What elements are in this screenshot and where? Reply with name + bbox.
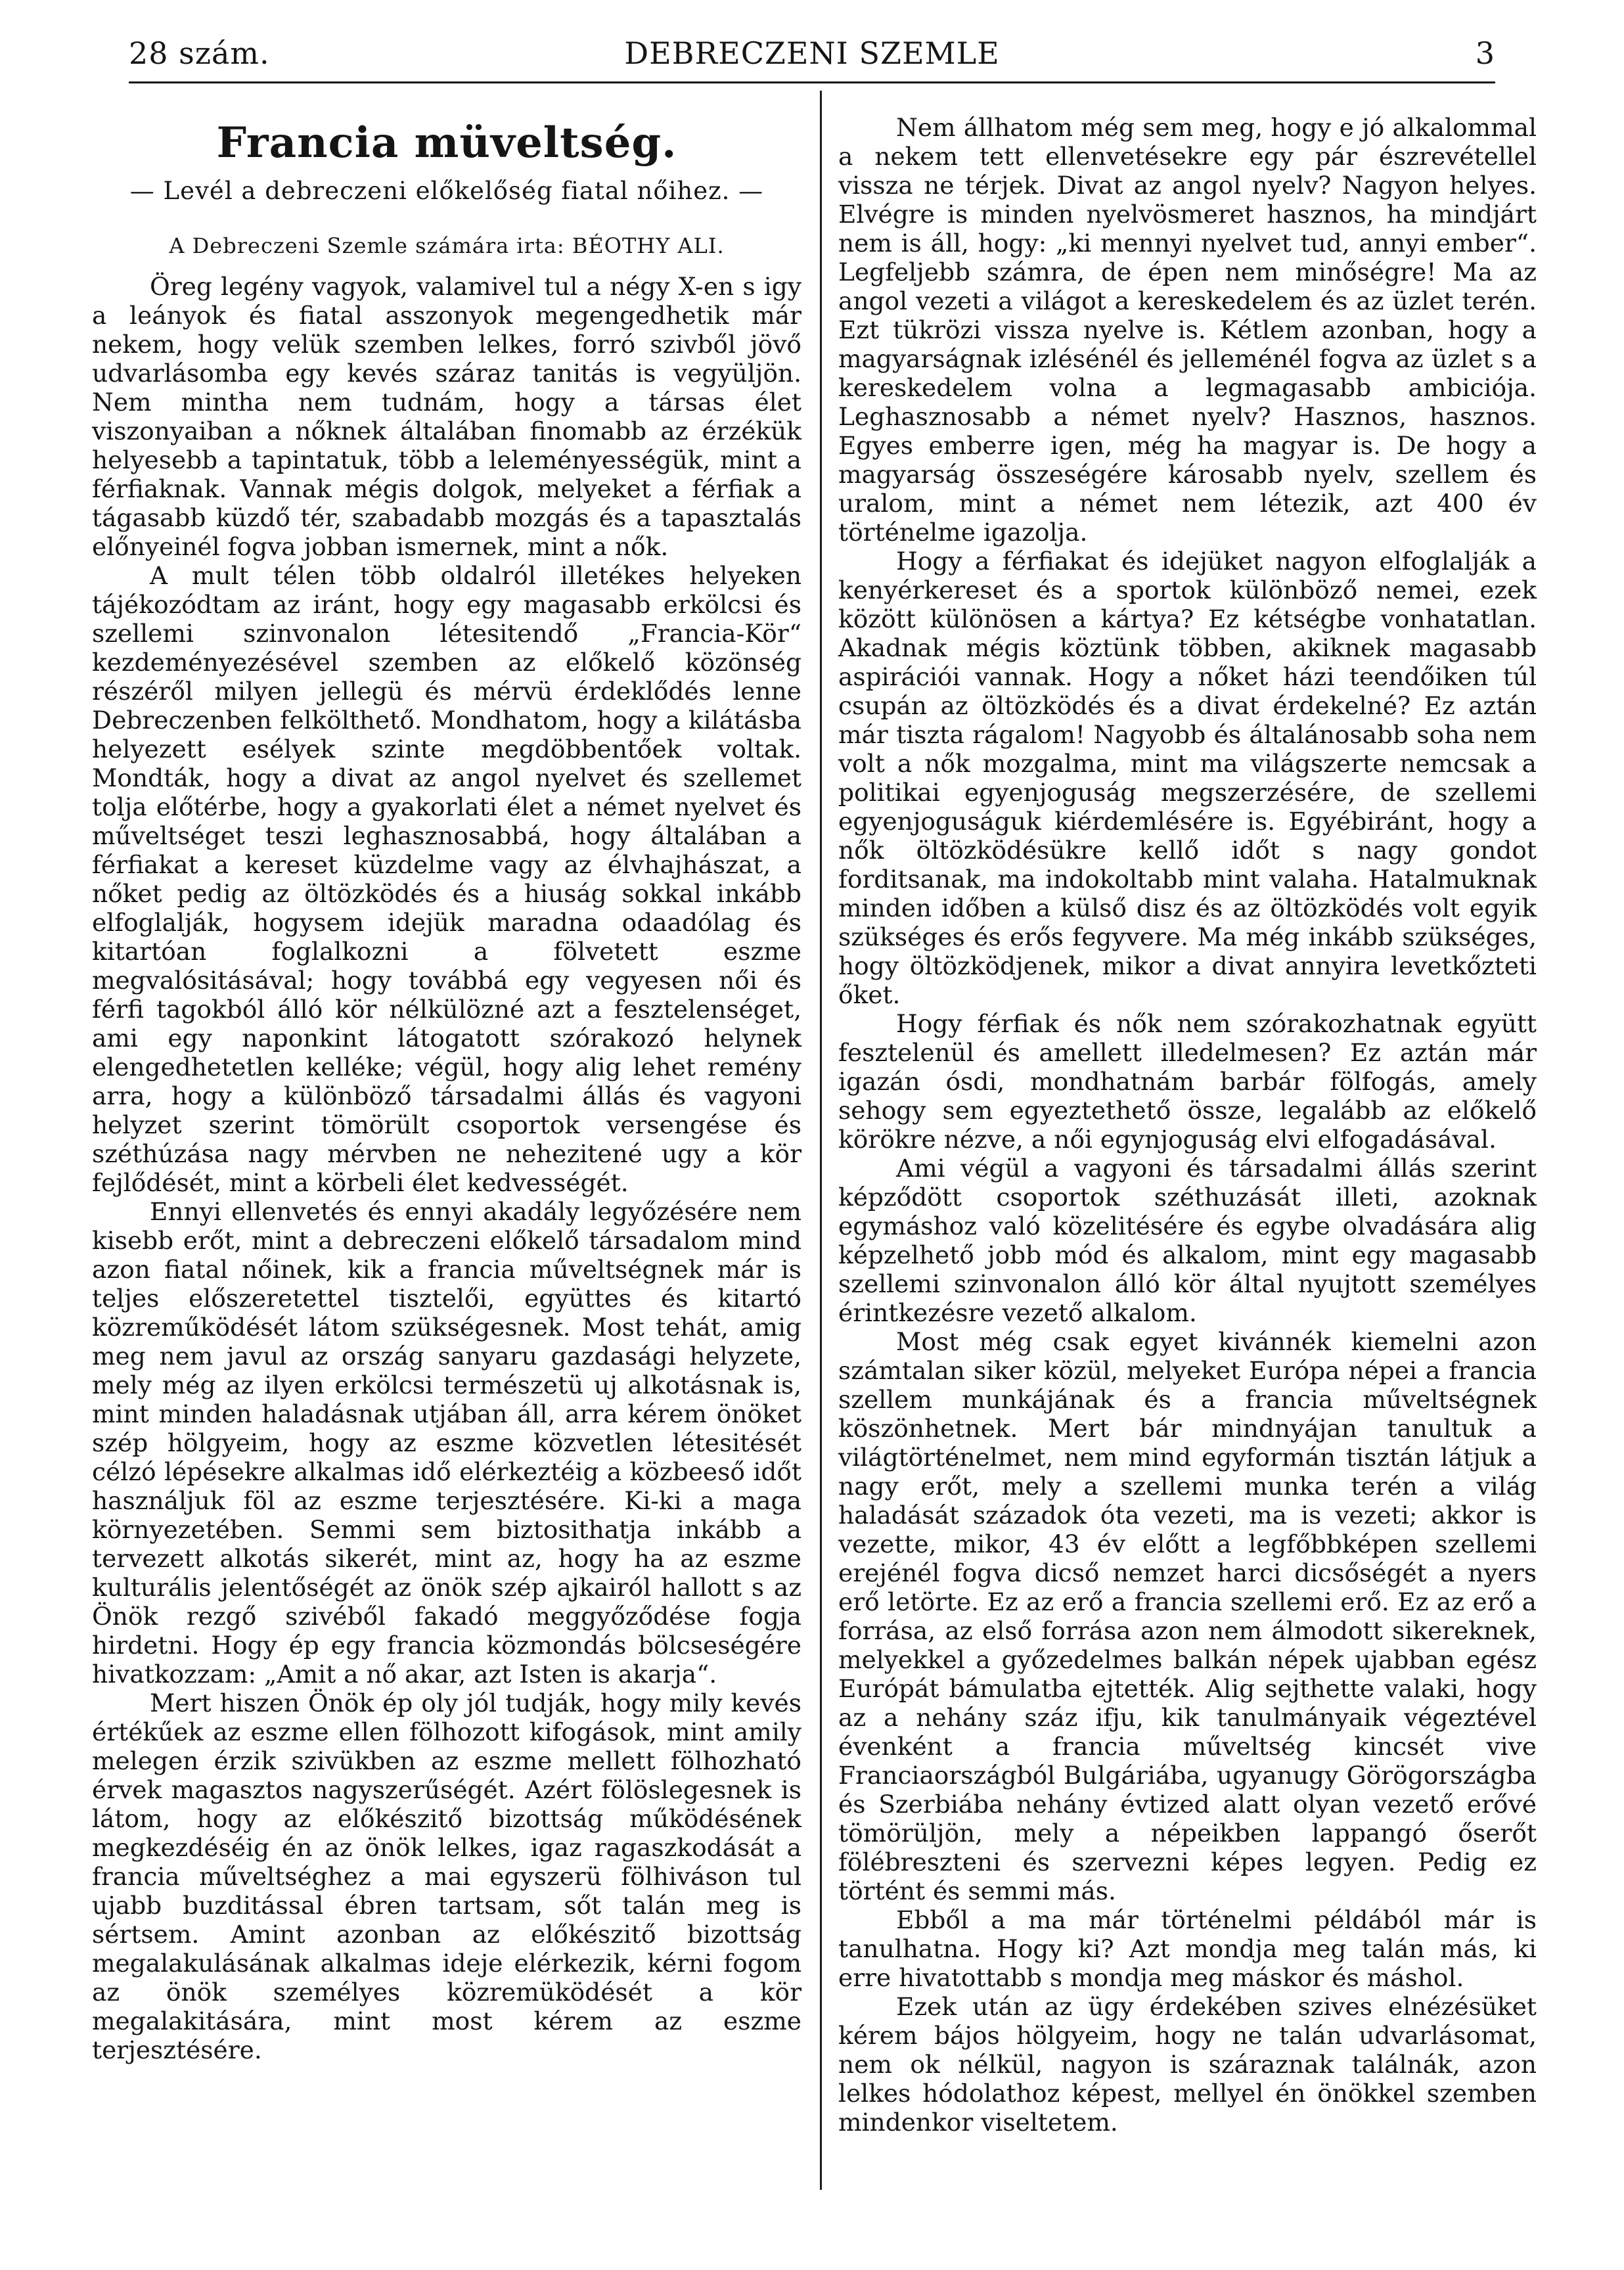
paragraph: Hogy férfiak és nők nem szórakozhatnak együtt fesztelenül és amellett illedelmesen? Ez aztán már igazán ósdi, mondhatnám barbár fölfogás, amely sehogy sem egyeztethető össze, legalább az előkelő körökre nézve, a női egynjoguság elvi elfogadásával. [838,1009,1537,1154]
column-divider [820,91,822,2190]
left-column [92,113,801,2064]
paragraph: Hogy a férfiakat és idejüket nagyon elfoglalják a kenyérkereset és a sportok különböző nemei, ezek között különösen a kártya? Ez kétségbe vonhatatlan. Akadnak mégis köztünk többen, akiknek magasabb aspirációi vannak. Hogy a nőket házi teendőiken túl csupán az öltözködés és a divat érdekelné? Ez aztán már tiszta rágalom! Nagyobb és általánosabb soha nem volt a nők mozgalma, mint ma világszerte nemcsak a politikai egyenjoguság megszerzésére, de szellemi egyenjoguságuk kiérdemlésére is. Egyébiránt, hogy a nők öltözködésükre kellő időt s nagy gondot forditsanak, ma indokoltabb mint valaha. Hatalmuknak minden időben a külső disz és az öltözködés volt egyik szükséges és erős fegyvere. Ma még inkább szükséges, hogy öltözködjenek, mikor a divat annyira levetkőzteti őket. [838,547,1537,1009]
article-subtitle: — Levél a debreczeni előkelőség fiatal nőihez. — [129,177,764,205]
paragraph: Mert hiszen Önök ép oly jól tudják, hogy mily kevés értékűek az eszme ellen fölhozott kifogások, mint amily melegen érzik szivükben az eszme mellett fölhozható érvek magasztos nagyszerűségét. Azért fölöslegesnek is látom, hogy az előkészitő bizottság működésének megkezdéséig én az önök lelkes, igaz ragaszkodását a francia műveltséghez a mai egyszerü fölhiváson tul ujabb buzditással ébren tartsam, sőt talán meg is sértsem. Amint azonban az előkészitő bizottság megalakulásának alkalmas ideje elérkezik, kérni fogom az önök személyes közremüködését a kör megalakitására, mint most kérem az eszme terjesztésére. [92,1689,801,2064]
article-title: Francia müveltség. [216,118,677,168]
journal-title: DEBRECZENI SZEMLE [624,35,1000,71]
issue-number: 28 szám. [129,35,270,71]
header-rule [129,81,1495,83]
paragraph: Ami végül a vagyoni és társadalmi állás szerint képződött csoportok széthuzását illeti, azoknak egymáshoz való közelitésére és egybe olvadására alig képzelhető jobb mód és alkalom, mint egy magasabb szellemi szinvonalon álló kör által nyujtott személyes érintkezésre vezető alkalom. [838,1154,1537,1327]
paragraph: Nem állhatom még sem meg, hogy e jó alkalommal a nekem tett ellenvetésekre egy pár észrevétellel vissza ne térjek. Divat az angol nyelv? Nagyon helyes. Elvégre is minden nyelvösmeret hasznos, ha mindjárt nem is áll, hogy: „ki mennyi nyelvet tud, annyi ember“. Legfeljebb számra, de épen nem minőségre! Ma az angol vezeti a világot a kereskedelem és az üzlet terén. Ezt tükrözi vissza nyelve is. Kétlem azonban, hogy a magyarságnak izlésénél és jelleménél fogva az üzlet s a kereskedelem volna a legmagasabb ambiciója. Leghasznosabb a német nyelv? Hasznos, hasznos. Egyes emberre igen, még ha magyar is. De hogy a magyarság összeségére károsabb nyelv, szellem és uralom, mint a német nem létezik, azt 400 év történelme igazolja. [838,113,1537,547]
paragraph: Öreg legény vagyok, valamivel tul a négy X-en s igy a leányok és fiatal asszonyok megengedhetik már nekem, hogy velük szemben lelkes, forró szivből jövő udvarlásomba egy kevés száraz tanitás is vegyüljön. Nem mintha nem tudnám, hogy a társas élet viszonyaiban a nőknek általában finomabb az érzékük helyesebb a tapintatuk, több a leleményességük, mint a férfiaknak. Vannak mégis dolgok, melyeket a férfiak a tágasabb küzdő tér, szabadabb mozgás és a tapasztalás előnyeinél fogva jobban ismernek, mint a nők. [92,272,801,561]
paragraph: Ebből a ma már történelmi példából már is tanulhatna. Hogy ki? Azt mondja meg talán más, ki erre hivatottabb s mondja meg máskor és máshol. [838,1905,1537,1992]
paragraph: A mult télen több oldalról illetékes helyeken tájékozódtam az iránt, hogy egy magasabb erkölcsi és szellemi szinvonalon létesitendő „Francia-Kör“ kezdeményezésével szemben az előkelő közönség részéről milyen jellegü és mérvü érdeklődés lenne Debreczenben felkölthető. Mondhatom, hogy a kilátásba helyezett esélyek szinte megdöbbentőek voltak. Mondták, hogy a divat az angol nyelvet és szellemet tolja előtérbe, hogy a gyakorlati élet a német nyelvet és műveltséget teszi leghasznosabbá, hogy általában a férfiakat a kereset küzdelme vagy az élvhajhászat, a nőket pedig az öltözködés és a hiuság sokkal inkább elfoglalják, hogysem idejük maradna odaadólag és kitartóan foglalkozni a fölvetett eszme megvalósitásával; hogy továbbá egy vegyesen női és férfi tagokból álló kör nélkülözné azt a fesztelenséget, ami egy naponkint látogatott szórakozó helynek elengedhetetlen kelléke; végül, hogy alig lehet remény arra, hogy a különböző társadalmi állás és vagyoni helyzet szerint tömörült csoportok versengése és széthúzása nagy mérvben ne nehezitené ugy a kör fejlődését, mint a körbeli élet kedvességét. [92,561,801,1197]
paragraph: Ennyi ellenvetés és ennyi akadály legyőzésére nem kisebb erőt, mint a debreczeni előkelő társadalom mind azon fiatal nőinek, kik a francia műveltségnek már is teljes előszeretettel tisztelői, együttes és kitartó közreműködését látom szükségesnek. Most tehát, amig meg nem javul az ország sanyaru gazdasági helyzete, mely még az ilyen erkölcsi természetü uj alkotásnak is, mint minden haladásnak utjában áll, arra kérem önöket szép hölgyeim, hogy az eszme közvetlen létesitését célzó lépésekre alkalmas idő elérkeztéig a közbeeső időt használjuk föl az eszme terjesztésére. Ki-ki a maga környezetében. Semmi sem biztosithatja inkább a tervezett alkotás sikerét, mint az, hogy ha az eszme kulturális jelentőségét az önök szép ajkairól hallott s az Önök rezgő szivéből fakadó meggyőződése fogja hirdetni. Hogy ép egy francia közmondás bölcseségére hivatkozzam: „Amit a nő akar, azt Isten is akarja“. [92,1197,801,1689]
page-number: 3 [1475,35,1495,71]
paragraph: Most még csak egyet kivánnék kiemelni azon számtalan siker közül, melyeket Európa népei a francia szellem munkájának és a francia műveltségnek köszönhetnek. Mert bár mindnyájan tanultuk a világtörténelmet, nem mind egyformán tisztán látjuk a nagy erőt, mely a szellemi munka terén a világ haladását századok óta vezeti, ma is vezeti; akkor is vezette, mikor, 43 év előtt a legfőbbképen szellemi erejénél fogva dicső nemzet harci dicsőségét a nyers erő letörte. Ez az erő a francia szellemi erő. Ez az erő a forrása, az első forrása azon nem álmodott sikereknek, melyekkel a győzedelmes balkán népek ujabban egész Európát bámulatba ejtették. Alig sejthette valaki, hogy az a nehány száz ifju, kik tanulmányaik végeztével évenként a francia műveltség kincsét vive Franciaországból Bulgáriába, ugyanugy Görögországba és Szerbiába nehány évtized alatt olyan vezető erővé tömörüljön, mely a népeikben lappangó őserőt fölébreszteni és szervezni képes legyen. Pedig ez történt és semmi más. [838,1327,1537,1905]
right-column [838,113,1537,2137]
page-header [129,28,1495,80]
article-byline: A Debreczeni Szemle számára irta: BÉOTHY ALI. [169,233,725,258]
paragraph: Ezek után az ügy érdekében szives elnézésüket kérem bájos hölgyeim, hogy ne talán udvarlásomat, nem ok nélkül, nagyon is száraznak találnák, azon lelkes hódolathoz képest, mellyel én önökkel szemben mindenkor viseltetem. [838,1992,1537,2137]
